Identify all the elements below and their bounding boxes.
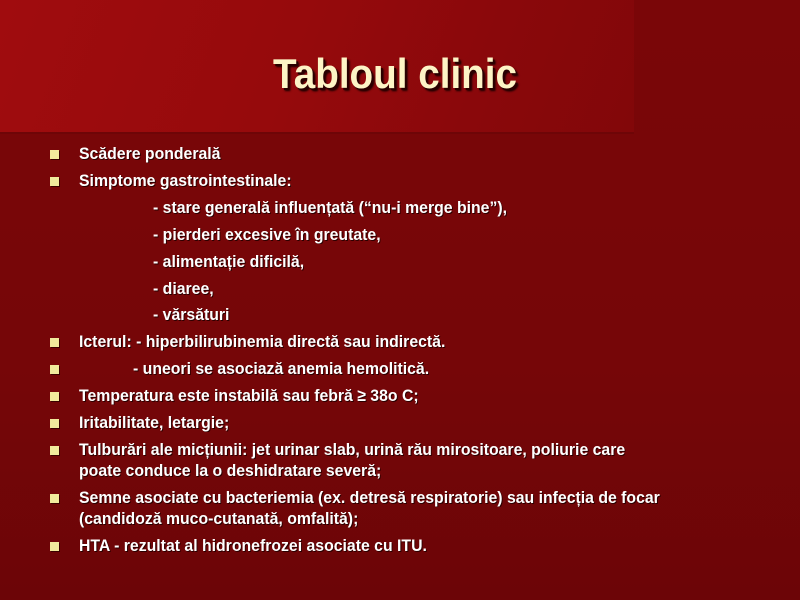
sub-item-text: - stare generală influențată (“nu-i merge bine”), (153, 198, 508, 217)
square-bullet-icon (50, 542, 59, 551)
square-bullet-icon (50, 365, 59, 374)
list-item-text: - uneori se asociază anemia hemolitică. (133, 359, 430, 378)
list-item-text-line2: poate conduce la o deshidratare severă; (79, 461, 382, 480)
sub-item-text: - alimentație dificilă, (153, 252, 305, 271)
list-item-text: Icterul: - hiperbilirubinemia directă sau indirectă. (79, 332, 446, 351)
sub-item-text: - diaree, (153, 279, 214, 298)
square-bullet-icon (50, 177, 59, 186)
list-item-text: HTA - rezultat al hidronefrozei asociate cu ITU. (79, 536, 427, 555)
square-bullet-icon (50, 150, 59, 159)
list-item-text-line2: (candidoză muco-cutanată, omfalită); (79, 509, 359, 528)
list-item-text-line1: Semne asociate cu bacteriemia (ex. detresă respiratorie) sau infecția de focar (79, 488, 660, 507)
square-bullet-icon (50, 419, 59, 428)
sub-item-text: - pierderi excesive în greutate, (153, 225, 381, 244)
square-bullet-icon (50, 338, 59, 347)
list-item-text: Iritabilitate, letargie; (79, 413, 230, 432)
slide-title: Tabloul clinic (272, 50, 518, 97)
list-item-text-line1: Tulburări ale micțiunii: jet urinar slab, urină rău mirositoare, poliurie care (79, 440, 626, 459)
square-bullet-icon (50, 392, 59, 401)
sub-item-text: - vărsături (153, 305, 230, 324)
list-item-text: Temperatura este instabilă sau febră ≥ 38o C; (79, 386, 419, 405)
square-bullet-icon (50, 494, 59, 503)
list-item-text: Scădere ponderală (79, 144, 221, 163)
list-item-text: Simptome gastrointestinale: (79, 171, 292, 190)
square-bullet-icon (50, 446, 59, 455)
